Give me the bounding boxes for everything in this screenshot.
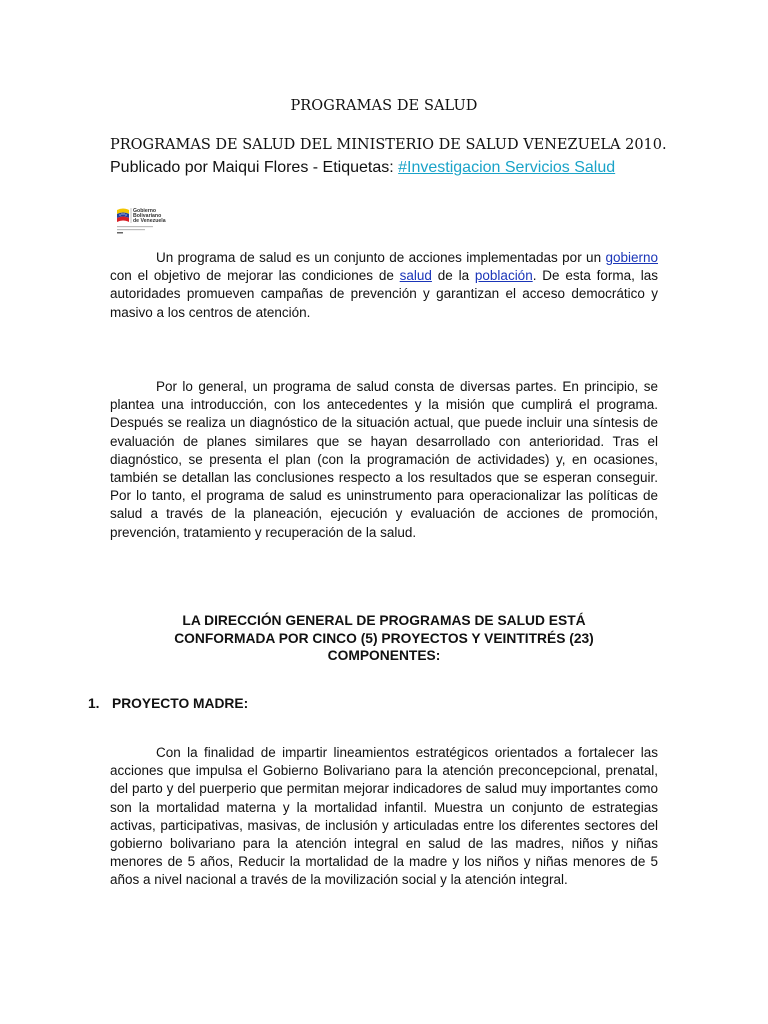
logo-text-2: Bolivariano xyxy=(133,213,162,219)
section-heading-line-2: CONFORMADA POR CINCO (5) PROYECTOS Y VEINTITRÉS (23) xyxy=(174,630,594,646)
paragraph-proyecto-madre: Con la finalidad de impartir lineamientos estratégicos orientados a fortalecer las acciones que impulsa el Gobierno Bolivariano para la atención preconcepcional, prenatal, del parto y del puerperio que permitan mejorar indicadores de salud muy importantes como son la mortalidad materna y la mortalidad infantil. Muestra un conjunto de estrategias activas, participativas, masivas, de inclusión y articuladas entre los diferentes sectores del gobierno bolivariano para la atención integral en salud de las madres, niños y niñas menores de 5 años, Reducir la mortalidad de la madre y los niños y niñas menores de 5 años a nivel nacional a través de la movilización social y la atención integral. xyxy=(110,745,658,888)
logo-text-3: de Venezuela xyxy=(133,218,166,224)
document-subtitle: PROGRAMAS DE SALUD DEL MINISTERIO DE SALUD VENEZUELA 2010. xyxy=(110,137,667,153)
document-title: PROGRAMAS DE SALUD xyxy=(290,98,478,114)
link-gobierno[interactable]: gobierno xyxy=(605,250,658,265)
byline-text: Publicado por Maiqui Flores - Etiquetas: xyxy=(110,159,399,176)
section-heading-line-3: COMPONENTES: xyxy=(327,648,441,663)
paragraph-intro xyxy=(110,249,658,322)
byline xyxy=(110,158,650,177)
flag-icon xyxy=(117,209,129,223)
paragraph-intro-text-4: . De esta forma, las autoridades promueven campañas de prevención y garantizan el acceso democrático y masivo a los centros de atención. xyxy=(110,268,658,320)
list-item-proyecto-madre xyxy=(88,696,248,711)
paragraph-general: Por lo general, un programa de salud consta de diversas partes. En principio, se plantea una introducción, con los antecedentes y la misión que cumplirá el programa. Después se realiza un diagnóstico de la situación actual, que puede incluir una síntesis de evaluación de planes similares que se hayan desarrollado con anterioridad. Tras el diagnóstico, se presenta el plan (con la programación de actividades) y, en ocasiones, también se detallan las conclusiones respecto a los resultados que se esperan conseguir. Por lo tanto, el programa de salud es uninstrumento para operacionalizar las políticas de salud a través de la planeación, ejecución y evaluación de acciones de promoción, prevención, tratamiento y recuperación de la salud. xyxy=(110,379,658,540)
paragraph-intro-text-2: con el objetivo de mejorar las condiciones de xyxy=(110,268,400,284)
section-heading xyxy=(110,612,658,665)
paragraph-intro-text-3: de la xyxy=(431,268,475,284)
section-heading-line-1: LA DIRECCIÓN GENERAL DE PROGRAMAS DE SALUD ESTÁ xyxy=(182,613,586,628)
paragraph-intro-text-1: Un programa de salud es un conjunto de acciones implementadas por un xyxy=(156,250,606,265)
list-number: 1. xyxy=(88,696,100,711)
link-salud[interactable]: salud xyxy=(399,268,432,284)
logo-graphic xyxy=(113,204,179,238)
link-poblacion[interactable]: población xyxy=(474,268,533,284)
list-item-title: PROYECTO MADRE: xyxy=(112,696,249,711)
logo-text-1: Gobierno xyxy=(133,208,157,214)
gobierno-bolivariano-logo xyxy=(113,204,179,238)
tag-link[interactable]: #Investigacion Servicios Salud xyxy=(398,159,616,176)
